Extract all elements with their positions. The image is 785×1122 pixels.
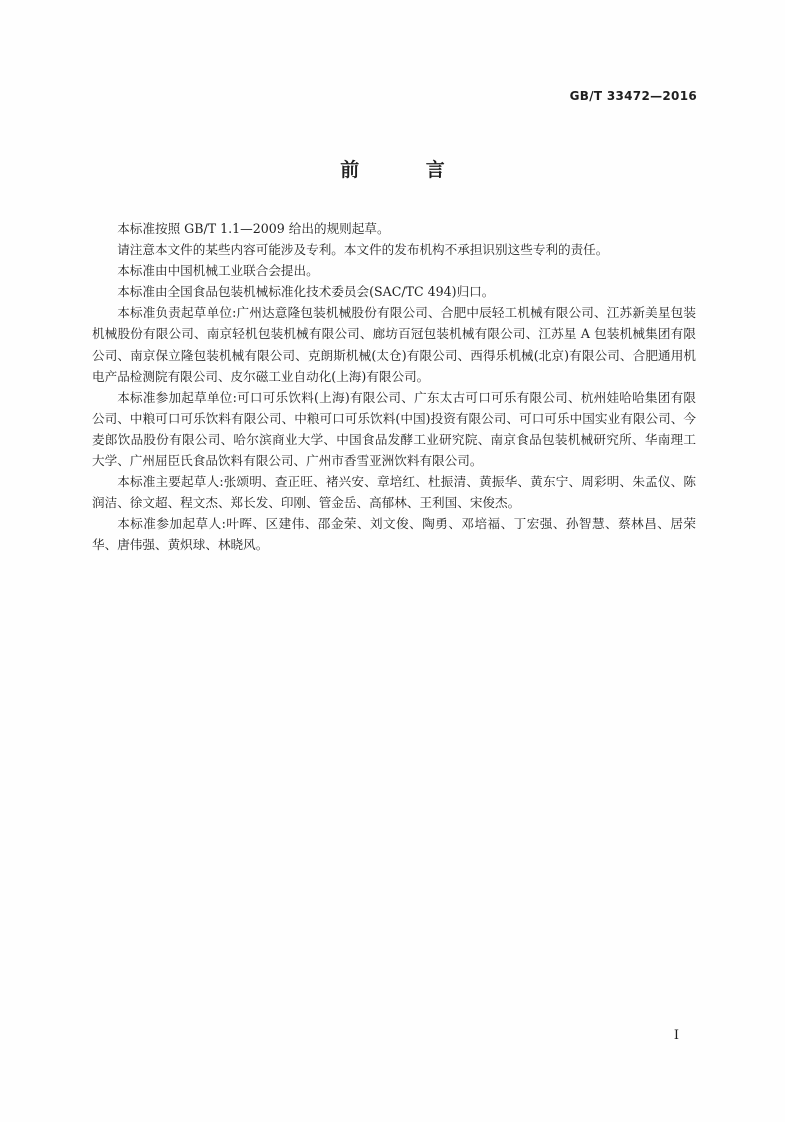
paragraph-lead-drafting-units: 本标准负责起草单位:广州达意隆包装机械股份有限公司、合肥中辰轻工机械有限公司、江苏新美星包装机械股份有限公司、南京轻机包装机械有限公司、廊坊百冠包装机械有限公司、江苏星 A 包装机械集团有限公司、南京保立隆包装机械有限公司、克朗斯机械(太仓)有限公司、西得乐机械(北京)有限公司、合肥通用机电产品检测院有限公司、皮尔磁工业自动化(上海)有限公司。: [92, 305, 696, 384]
paragraph-drafting-rules: 本标准按照 GB/T 1.1—2009 给出的规则起草。: [117, 221, 390, 236]
standard-code: GB/T 33472—2016: [569, 89, 697, 103]
paragraph-participating-drafters: 本标准参加起草人:叶晖、区建伟、邵金荣、刘文俊、陶勇、邓培福、丁宏强、孙智慧、蔡林昌、居荣华、唐伟强、黄炽球、林晓风。: [92, 516, 696, 553]
paragraph-main-drafters: 本标准主要起草人:张颂明、查正旺、褚兴安、章培红、杜振清、黄振华、黄东宁、周彩明、朱孟仪、陈润洁、徐文超、程文杰、郑长发、印刚、管金岳、高郁林、王利国、宋俊杰。: [92, 474, 696, 511]
paragraph-patent-notice: 请注意本文件的某些内容可能涉及专利。本文件的发布机构不承担识别这些专利的责任。: [117, 242, 609, 258]
paragraph-participating-units: 本标准参加起草单位:可口可乐饮料(上海)有限公司、广东太古可口可乐有限公司、杭州娃哈哈集团有限公司、中粮可口可乐饮料有限公司、中粮可口可乐饮料(中国)投资有限公司、可口可乐中国实业有限公司、今麦郎饮品股份有限公司、哈尔滨商业大学、中国食品发酵工业研究院、南京食品包装机械研究所、华南理工大学、广州屈臣氏食品饮料有限公司、广州市香雪亚洲饮料有限公司。: [92, 389, 696, 469]
paragraph-under-jurisdiction: 本标准由全国食品包装机械标准化技术委员会(SAC/TC 494)归口。: [117, 284, 495, 300]
foreword-body: [92, 218, 696, 556]
page-title: 前 言: [340, 159, 475, 181]
page-number: I: [673, 1028, 679, 1043]
paragraph-proposed-by: 本标准由中国机械工业联合会提出。: [117, 263, 319, 279]
